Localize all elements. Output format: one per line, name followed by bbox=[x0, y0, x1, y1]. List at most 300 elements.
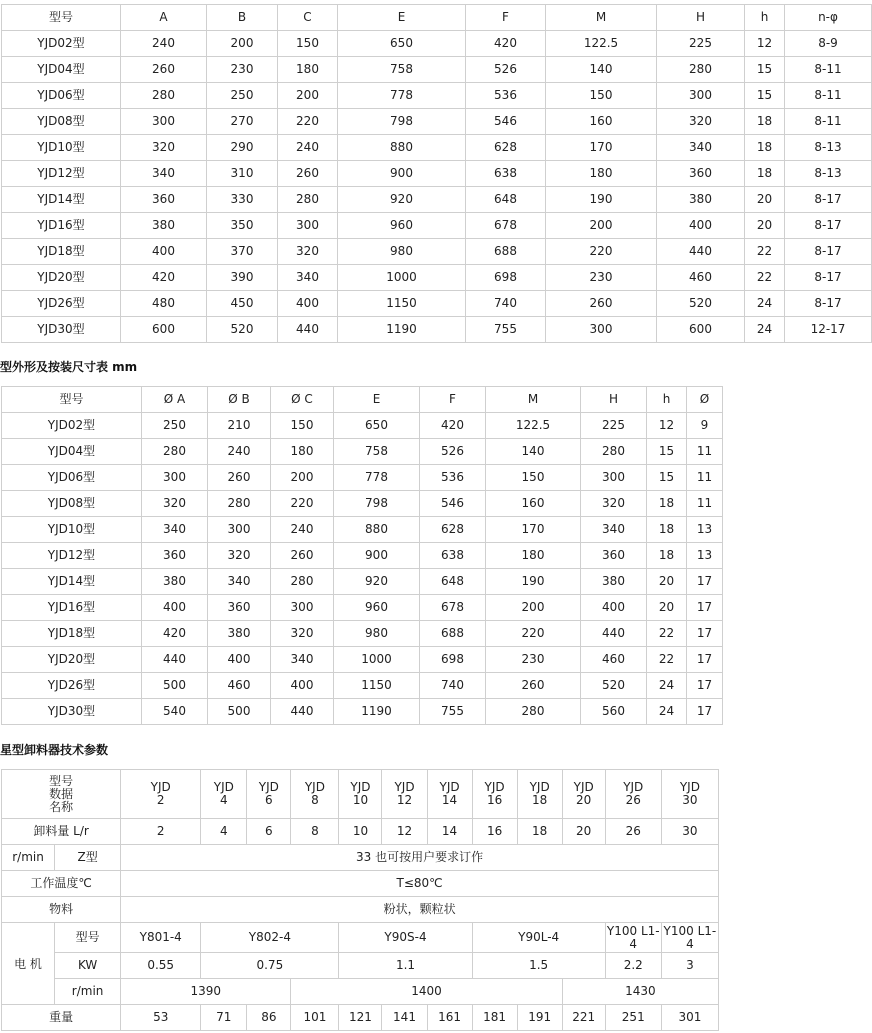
model-cell: YJD02型 bbox=[2, 31, 121, 57]
table-cell: 12 bbox=[382, 819, 427, 845]
weight-value: 251 bbox=[605, 1005, 661, 1031]
motor-model: Y801-4 bbox=[121, 923, 201, 953]
model-header: YJD 16 bbox=[472, 770, 517, 819]
table-row bbox=[2, 979, 719, 1005]
table-cell: 150 bbox=[486, 465, 581, 491]
table-cell: 225 bbox=[581, 413, 647, 439]
table-cell: 22 bbox=[745, 239, 785, 265]
table-cell: 798 bbox=[338, 109, 466, 135]
table-cell: 440 bbox=[142, 647, 208, 673]
table-cell: 300 bbox=[121, 109, 207, 135]
table-cell: 140 bbox=[546, 57, 657, 83]
weight-value: 71 bbox=[201, 1005, 247, 1031]
weight-value: 301 bbox=[661, 1005, 718, 1031]
model-cell: YJD04型 bbox=[2, 57, 121, 83]
table-cell: 270 bbox=[207, 109, 278, 135]
table-cell: 638 bbox=[466, 161, 546, 187]
table-cell: 17 bbox=[687, 647, 723, 673]
table-cell: 280 bbox=[581, 439, 647, 465]
table-cell: 8-11 bbox=[785, 57, 872, 83]
table-cell: 880 bbox=[334, 517, 420, 543]
table-cell: 150 bbox=[278, 31, 338, 57]
weight-value: 53 bbox=[121, 1005, 201, 1031]
table-cell: 220 bbox=[278, 109, 338, 135]
model-cell: YJD20型 bbox=[2, 265, 121, 291]
table-cell: 340 bbox=[657, 135, 745, 161]
kw-value: 1.5 bbox=[472, 953, 605, 979]
table-cell: 22 bbox=[647, 647, 687, 673]
table-header-row bbox=[2, 5, 872, 31]
table-cell: 380 bbox=[657, 187, 745, 213]
table-row bbox=[2, 317, 872, 343]
table-cell: 650 bbox=[338, 31, 466, 57]
kw-value: 1.1 bbox=[339, 953, 472, 979]
table-cell: 8-17 bbox=[785, 187, 872, 213]
table-row bbox=[2, 770, 719, 819]
model-cell: YJD02型 bbox=[2, 413, 142, 439]
model-cell: YJD18型 bbox=[2, 239, 121, 265]
motor-label: 电 机 bbox=[2, 923, 55, 1005]
model-header: YJD 10 bbox=[339, 770, 382, 819]
table-cell: 24 bbox=[745, 317, 785, 343]
kw-value: 2.2 bbox=[605, 953, 661, 979]
table-cell: 1150 bbox=[334, 673, 420, 699]
table-cell: 920 bbox=[338, 187, 466, 213]
table-cell: 280 bbox=[142, 439, 208, 465]
corner-header: 型号 数据 名称 bbox=[2, 770, 121, 819]
table-cell: 15 bbox=[745, 83, 785, 109]
table-cell: 698 bbox=[466, 265, 546, 291]
table-cell: 546 bbox=[420, 491, 486, 517]
column-header: H bbox=[581, 387, 647, 413]
table-cell: 180 bbox=[278, 57, 338, 83]
column-header: M bbox=[546, 5, 657, 31]
table-cell: 190 bbox=[486, 569, 581, 595]
table-cell: 180 bbox=[546, 161, 657, 187]
table-cell: 880 bbox=[338, 135, 466, 161]
table-cell: 260 bbox=[271, 543, 334, 569]
table-cell: 12 bbox=[745, 31, 785, 57]
table-cell: 380 bbox=[581, 569, 647, 595]
table-cell: 220 bbox=[546, 239, 657, 265]
section-title-tech-params: 星型卸料器技术参数 bbox=[0, 743, 109, 757]
table-cell: 24 bbox=[745, 291, 785, 317]
model-cell: YJD30型 bbox=[2, 317, 121, 343]
table-cell: 18 bbox=[745, 109, 785, 135]
table-cell: 17 bbox=[687, 569, 723, 595]
table-cell: 1190 bbox=[338, 317, 466, 343]
table-row bbox=[2, 31, 872, 57]
table-cell: 648 bbox=[466, 187, 546, 213]
table-cell: 1000 bbox=[338, 265, 466, 291]
table-cell: 520 bbox=[657, 291, 745, 317]
table-cell: 200 bbox=[546, 213, 657, 239]
table-cell: 30 bbox=[661, 819, 718, 845]
motor-model-label: 型号 bbox=[55, 923, 121, 953]
column-header: Ø bbox=[687, 387, 723, 413]
table-cell: 698 bbox=[420, 647, 486, 673]
table-cell: 9 bbox=[687, 413, 723, 439]
column-header: B bbox=[207, 5, 278, 31]
table-cell: 240 bbox=[208, 439, 271, 465]
table-row bbox=[2, 543, 723, 569]
table-cell: 180 bbox=[271, 439, 334, 465]
table-cell: 688 bbox=[420, 621, 486, 647]
table-cell: 980 bbox=[334, 621, 420, 647]
table-cell: 260 bbox=[208, 465, 271, 491]
table-cell: 300 bbox=[657, 83, 745, 109]
table-cell: 150 bbox=[546, 83, 657, 109]
table-cell: 648 bbox=[420, 569, 486, 595]
table-cell: 340 bbox=[142, 517, 208, 543]
table-cell: 546 bbox=[466, 109, 546, 135]
table-cell: 20 bbox=[562, 819, 605, 845]
table-cell: 240 bbox=[271, 517, 334, 543]
table-cell: 340 bbox=[278, 265, 338, 291]
table-cell: 520 bbox=[207, 317, 278, 343]
weight-value: 121 bbox=[339, 1005, 382, 1031]
table-cell: 15 bbox=[647, 439, 687, 465]
motor-model: Y802-4 bbox=[201, 923, 339, 953]
table-cell: 360 bbox=[657, 161, 745, 187]
table-cell: 170 bbox=[486, 517, 581, 543]
table-cell: 240 bbox=[121, 31, 207, 57]
table-cell: 360 bbox=[581, 543, 647, 569]
model-cell: YJD26型 bbox=[2, 673, 142, 699]
weight-value: 101 bbox=[291, 1005, 339, 1031]
table-cell: 536 bbox=[420, 465, 486, 491]
table-cell: 600 bbox=[657, 317, 745, 343]
table-cell: 17 bbox=[687, 621, 723, 647]
table-cell: 8-17 bbox=[785, 265, 872, 291]
weight-label: 重量 bbox=[2, 1005, 121, 1031]
table-row bbox=[2, 161, 872, 187]
table-cell: 500 bbox=[208, 699, 271, 725]
table-cell: 440 bbox=[657, 239, 745, 265]
dimension-table-2 bbox=[1, 386, 723, 725]
table-cell: 758 bbox=[338, 57, 466, 83]
column-header: C bbox=[278, 5, 338, 31]
table-cell: 260 bbox=[546, 291, 657, 317]
model-cell: YJD26型 bbox=[2, 291, 121, 317]
table-cell: 300 bbox=[546, 317, 657, 343]
table-cell: 600 bbox=[121, 317, 207, 343]
table-row bbox=[2, 1005, 719, 1031]
table-cell: 16 bbox=[472, 819, 517, 845]
table-cell: 310 bbox=[207, 161, 278, 187]
column-header: E bbox=[338, 5, 466, 31]
table-cell: 13 bbox=[687, 543, 723, 569]
table-cell: 360 bbox=[142, 543, 208, 569]
table-cell: 340 bbox=[271, 647, 334, 673]
column-header: Ø C bbox=[271, 387, 334, 413]
table-row bbox=[2, 953, 719, 979]
table-cell: 230 bbox=[207, 57, 278, 83]
column-header: 型号 bbox=[2, 387, 142, 413]
table-cell: 122.5 bbox=[546, 31, 657, 57]
model-header: YJD 2 bbox=[121, 770, 201, 819]
table-cell: 250 bbox=[142, 413, 208, 439]
weight-value: 181 bbox=[472, 1005, 517, 1031]
temp-value: T≤80℃ bbox=[121, 871, 719, 897]
table-cell: 11 bbox=[687, 465, 723, 491]
table-cell: 1190 bbox=[334, 699, 420, 725]
table-cell: 688 bbox=[466, 239, 546, 265]
table-row bbox=[2, 569, 723, 595]
table-cell: 160 bbox=[486, 491, 581, 517]
table-row bbox=[2, 265, 872, 291]
table-cell: 8-17 bbox=[785, 239, 872, 265]
weight-value: 221 bbox=[562, 1005, 605, 1031]
table-cell: 650 bbox=[334, 413, 420, 439]
speed-type: Z型 bbox=[55, 845, 121, 871]
table-cell: 17 bbox=[687, 673, 723, 699]
table-cell: 440 bbox=[278, 317, 338, 343]
table-cell: 160 bbox=[546, 109, 657, 135]
table-cell: 12-17 bbox=[785, 317, 872, 343]
table-cell: 280 bbox=[657, 57, 745, 83]
table-cell: 320 bbox=[271, 621, 334, 647]
table-cell: 420 bbox=[466, 31, 546, 57]
table-cell: 20 bbox=[745, 187, 785, 213]
table-cell: 20 bbox=[647, 595, 687, 621]
table-row bbox=[2, 187, 872, 213]
table-cell: 960 bbox=[338, 213, 466, 239]
table-cell: 420 bbox=[420, 413, 486, 439]
model-header: YJD 26 bbox=[605, 770, 661, 819]
model-header: YJD 8 bbox=[291, 770, 339, 819]
table-cell: 4 bbox=[201, 819, 247, 845]
table-header-row bbox=[2, 387, 723, 413]
model-cell: YJD06型 bbox=[2, 465, 142, 491]
table-cell: 8-13 bbox=[785, 135, 872, 161]
table-cell: 300 bbox=[208, 517, 271, 543]
table-cell: 526 bbox=[420, 439, 486, 465]
table-row bbox=[2, 845, 719, 871]
table-cell: 200 bbox=[278, 83, 338, 109]
column-header: Ø A bbox=[142, 387, 208, 413]
column-header: E bbox=[334, 387, 420, 413]
table-cell: 280 bbox=[271, 569, 334, 595]
table-cell: 22 bbox=[647, 621, 687, 647]
table-cell: 210 bbox=[208, 413, 271, 439]
table-cell: 8-11 bbox=[785, 83, 872, 109]
table-cell: 320 bbox=[142, 491, 208, 517]
table-cell: 170 bbox=[546, 135, 657, 161]
material-value: 粉状，颗粒状 bbox=[121, 897, 719, 923]
model-cell: YJD14型 bbox=[2, 569, 142, 595]
table-cell: 300 bbox=[271, 595, 334, 621]
table-cell: 560 bbox=[581, 699, 647, 725]
table-cell: 628 bbox=[420, 517, 486, 543]
column-header: H bbox=[657, 5, 745, 31]
model-cell: YJD08型 bbox=[2, 109, 121, 135]
model-header: YJD 30 bbox=[661, 770, 718, 819]
table-cell: 778 bbox=[334, 465, 420, 491]
table-cell: 400 bbox=[657, 213, 745, 239]
table-cell: 330 bbox=[207, 187, 278, 213]
table-cell: 24 bbox=[647, 673, 687, 699]
column-header: Ø B bbox=[208, 387, 271, 413]
table-cell: 340 bbox=[121, 161, 207, 187]
model-header: YJD 20 bbox=[562, 770, 605, 819]
table-cell: 250 bbox=[207, 83, 278, 109]
table-cell: 15 bbox=[647, 465, 687, 491]
table-cell: 300 bbox=[278, 213, 338, 239]
table-cell: 18 bbox=[647, 543, 687, 569]
table-cell: 798 bbox=[334, 491, 420, 517]
table-row bbox=[2, 673, 723, 699]
material-label: 物料 bbox=[2, 897, 121, 923]
table-cell: 2 bbox=[121, 819, 201, 845]
table-cell: 20 bbox=[745, 213, 785, 239]
table-row bbox=[2, 135, 872, 161]
temp-label: 工作温度℃ bbox=[2, 871, 121, 897]
table-cell: 10 bbox=[339, 819, 382, 845]
table-cell: 150 bbox=[271, 413, 334, 439]
model-cell: YJD20型 bbox=[2, 647, 142, 673]
table-cell: 540 bbox=[142, 699, 208, 725]
table-cell: 280 bbox=[486, 699, 581, 725]
table-cell: 440 bbox=[271, 699, 334, 725]
table-cell: 460 bbox=[657, 265, 745, 291]
table-cell: 230 bbox=[546, 265, 657, 291]
kw-value: 3 bbox=[661, 953, 718, 979]
table-cell: 380 bbox=[121, 213, 207, 239]
table-cell: 300 bbox=[142, 465, 208, 491]
table-cell: 200 bbox=[207, 31, 278, 57]
table-row bbox=[2, 897, 719, 923]
column-header: A bbox=[121, 5, 207, 31]
table-cell: 18 bbox=[647, 517, 687, 543]
speed-label: r/min bbox=[2, 845, 55, 871]
tech-params-table bbox=[1, 769, 719, 1031]
table-cell: 180 bbox=[486, 543, 581, 569]
table-cell: 8-17 bbox=[785, 213, 872, 239]
table-cell: 18 bbox=[517, 819, 562, 845]
table-cell: 460 bbox=[208, 673, 271, 699]
table-cell: 920 bbox=[334, 569, 420, 595]
table-cell: 1000 bbox=[334, 647, 420, 673]
table-cell: 420 bbox=[142, 621, 208, 647]
table-row bbox=[2, 213, 872, 239]
weight-value: 161 bbox=[427, 1005, 472, 1031]
model-header: YJD 6 bbox=[247, 770, 291, 819]
table-cell: 526 bbox=[466, 57, 546, 83]
table-cell: 520 bbox=[581, 673, 647, 699]
model-header: YJD 4 bbox=[201, 770, 247, 819]
table-cell: 280 bbox=[278, 187, 338, 213]
weight-value: 191 bbox=[517, 1005, 562, 1031]
column-header: M bbox=[486, 387, 581, 413]
kw-value: 0.75 bbox=[201, 953, 339, 979]
table-cell: 320 bbox=[121, 135, 207, 161]
table-cell: 460 bbox=[581, 647, 647, 673]
table-cell: 400 bbox=[278, 291, 338, 317]
table-cell: 320 bbox=[278, 239, 338, 265]
table-row bbox=[2, 491, 723, 517]
table-cell: 320 bbox=[208, 543, 271, 569]
table-cell: 638 bbox=[420, 543, 486, 569]
table-cell: 400 bbox=[121, 239, 207, 265]
table-cell: 22 bbox=[745, 265, 785, 291]
table-cell: 122.5 bbox=[486, 413, 581, 439]
table-row bbox=[2, 699, 723, 725]
table-row bbox=[2, 871, 719, 897]
table-cell: 400 bbox=[208, 647, 271, 673]
table-row bbox=[2, 621, 723, 647]
table-cell: 740 bbox=[420, 673, 486, 699]
kw-value: 0.55 bbox=[121, 953, 201, 979]
model-cell: YJD16型 bbox=[2, 595, 142, 621]
table-cell: 340 bbox=[581, 517, 647, 543]
table-cell: 24 bbox=[647, 699, 687, 725]
table-cell: 628 bbox=[466, 135, 546, 161]
table-cell: 190 bbox=[546, 187, 657, 213]
table-cell: 8-17 bbox=[785, 291, 872, 317]
model-cell: YJD10型 bbox=[2, 517, 142, 543]
table-cell: 360 bbox=[121, 187, 207, 213]
model-cell: YJD18型 bbox=[2, 621, 142, 647]
table-cell: 260 bbox=[121, 57, 207, 83]
table-cell: 900 bbox=[338, 161, 466, 187]
model-header: YJD 18 bbox=[517, 770, 562, 819]
table-row bbox=[2, 57, 872, 83]
table-cell: 678 bbox=[466, 213, 546, 239]
table-cell: 420 bbox=[121, 265, 207, 291]
table-cell: 11 bbox=[687, 439, 723, 465]
model-cell: YJD12型 bbox=[2, 161, 121, 187]
table-cell: 370 bbox=[207, 239, 278, 265]
table-cell: 300 bbox=[581, 465, 647, 491]
table-cell: 220 bbox=[271, 491, 334, 517]
table-cell: 15 bbox=[745, 57, 785, 83]
table-row bbox=[2, 647, 723, 673]
table-row bbox=[2, 413, 723, 439]
table-row bbox=[2, 465, 723, 491]
table-cell: 280 bbox=[121, 83, 207, 109]
table-cell: 17 bbox=[687, 699, 723, 725]
table-cell: 14 bbox=[427, 819, 472, 845]
table-cell: 140 bbox=[486, 439, 581, 465]
table-cell: 740 bbox=[466, 291, 546, 317]
table-cell: 290 bbox=[207, 135, 278, 161]
table-cell: 13 bbox=[687, 517, 723, 543]
table-row bbox=[2, 819, 719, 845]
table-cell: 400 bbox=[271, 673, 334, 699]
table-row bbox=[2, 439, 723, 465]
table-cell: 980 bbox=[338, 239, 466, 265]
model-header: YJD 14 bbox=[427, 770, 472, 819]
table-cell: 8-9 bbox=[785, 31, 872, 57]
table-cell: 500 bbox=[142, 673, 208, 699]
table-cell: 755 bbox=[420, 699, 486, 725]
table-cell: 200 bbox=[486, 595, 581, 621]
column-header: n-φ bbox=[785, 5, 872, 31]
table-cell: 18 bbox=[745, 135, 785, 161]
table-cell: 678 bbox=[420, 595, 486, 621]
table-cell: 8 bbox=[291, 819, 339, 845]
table-cell: 400 bbox=[142, 595, 208, 621]
table-row bbox=[2, 239, 872, 265]
rpm-value: 1390 bbox=[121, 979, 291, 1005]
column-header: 型号 bbox=[2, 5, 121, 31]
table-cell: 6 bbox=[247, 819, 291, 845]
section-title-installation: 型外形及按装尺寸表 mm bbox=[0, 360, 138, 374]
table-cell: 200 bbox=[271, 465, 334, 491]
model-cell: YJD14型 bbox=[2, 187, 121, 213]
table-cell: 12 bbox=[647, 413, 687, 439]
